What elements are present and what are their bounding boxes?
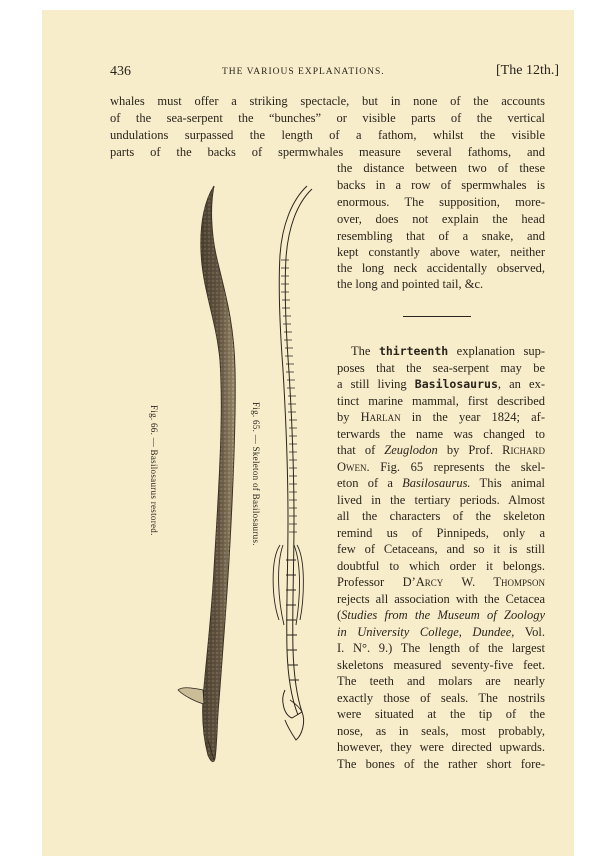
text-line: backs in a row of spermwhales is: [337, 178, 545, 192]
text-line: that of Zeuglodon by Prof. Richard: [337, 443, 545, 457]
text-line: terwards the name was changed to: [337, 426, 545, 441]
text-line: all the characters of the skeleton: [337, 509, 545, 523]
running-head: THE VARIOUS EXPLANATIONS.: [222, 67, 385, 77]
text-line: rejects all association with the Cetacea: [337, 591, 545, 606]
text-line: the distance between two of these: [337, 161, 545, 175]
section-marker: [The 12th.]: [496, 63, 559, 78]
basilosaurus-restored-illustration: [178, 186, 235, 762]
text-line: enormous. The supposition, more-: [337, 195, 545, 209]
text-line: over, does not explain the head: [337, 212, 545, 226]
text-line: nose, as in seals, most probably,: [337, 723, 545, 738]
skull: [283, 690, 304, 740]
text-line: Professor D’Arcy W. Thompson: [337, 575, 545, 589]
text-line: The teeth and molars are nearly: [337, 674, 545, 688]
text-line: a still living Basilosaurus, an ex-: [337, 377, 545, 391]
text-line: undulations surpassed the length of a fathom, whilst the visible: [110, 128, 545, 142]
text-line: eton of a Basilosaurus. This animal: [337, 476, 545, 490]
text-line: (Studies from the Museum of Zoology: [337, 608, 545, 622]
text-line: lived in the tertiary periods. Almost: [337, 492, 545, 507]
text-line: tinct marine mammal, first described: [337, 393, 545, 408]
text-line: however, they were directed upwards.: [337, 740, 545, 754]
text-line: of the sea-serpent the “bunches” or visible parts of the vertical: [110, 111, 545, 125]
text-line: few of Cetaceans, and so it is still: [337, 542, 545, 556]
text-line: The bones of the rather short fore-: [337, 756, 545, 771]
text-line: parts of the backs of spermwhales measure several fathoms, and: [110, 145, 545, 159]
ribcage: [273, 545, 303, 680]
figure-caption-65: Fig. 65. — Skeleton of Basilosaurus.: [251, 402, 261, 546]
text-line: skeletons measured seventy-five feet.: [337, 657, 545, 672]
page-number: 436: [110, 64, 131, 79]
text-line: the long neck accidentally observed,: [337, 261, 545, 275]
basilosaurus-skeleton-illustration: [273, 186, 312, 740]
text-line: Owen. Fig. 65 represents the skel-: [337, 459, 545, 474]
text-line: The thirteenth explanation sup-: [351, 344, 545, 358]
text-line: poses that the sea-serpent may be: [337, 360, 545, 375]
flipper: [178, 688, 204, 704]
text-line: whales must offer a striking spectacle, but in none of the accounts: [110, 94, 545, 108]
text-line: remind us of Pinnipeds, only a: [337, 525, 545, 540]
text-line: by Harlan in the year 1824; af-: [337, 410, 545, 424]
text-line: in University College, Dundee, Vol.: [337, 624, 545, 639]
text-line: were situated at the tip of the: [337, 707, 545, 721]
text-line: kept constantly above water, neither: [337, 245, 545, 259]
text-line: the long and pointed tail, &c.: [337, 277, 484, 291]
figure-caption-66: Fig. 66. — Basilosaurus restored.: [149, 405, 159, 536]
text-line: exactly those of seals. The nostrils: [337, 690, 545, 705]
text-line: resembling that of a snake, and: [337, 229, 545, 243]
text-line: doubtful to which order it belongs.: [337, 558, 545, 573]
text-line: I. N°. 9.) The length of the largest: [337, 641, 545, 655]
